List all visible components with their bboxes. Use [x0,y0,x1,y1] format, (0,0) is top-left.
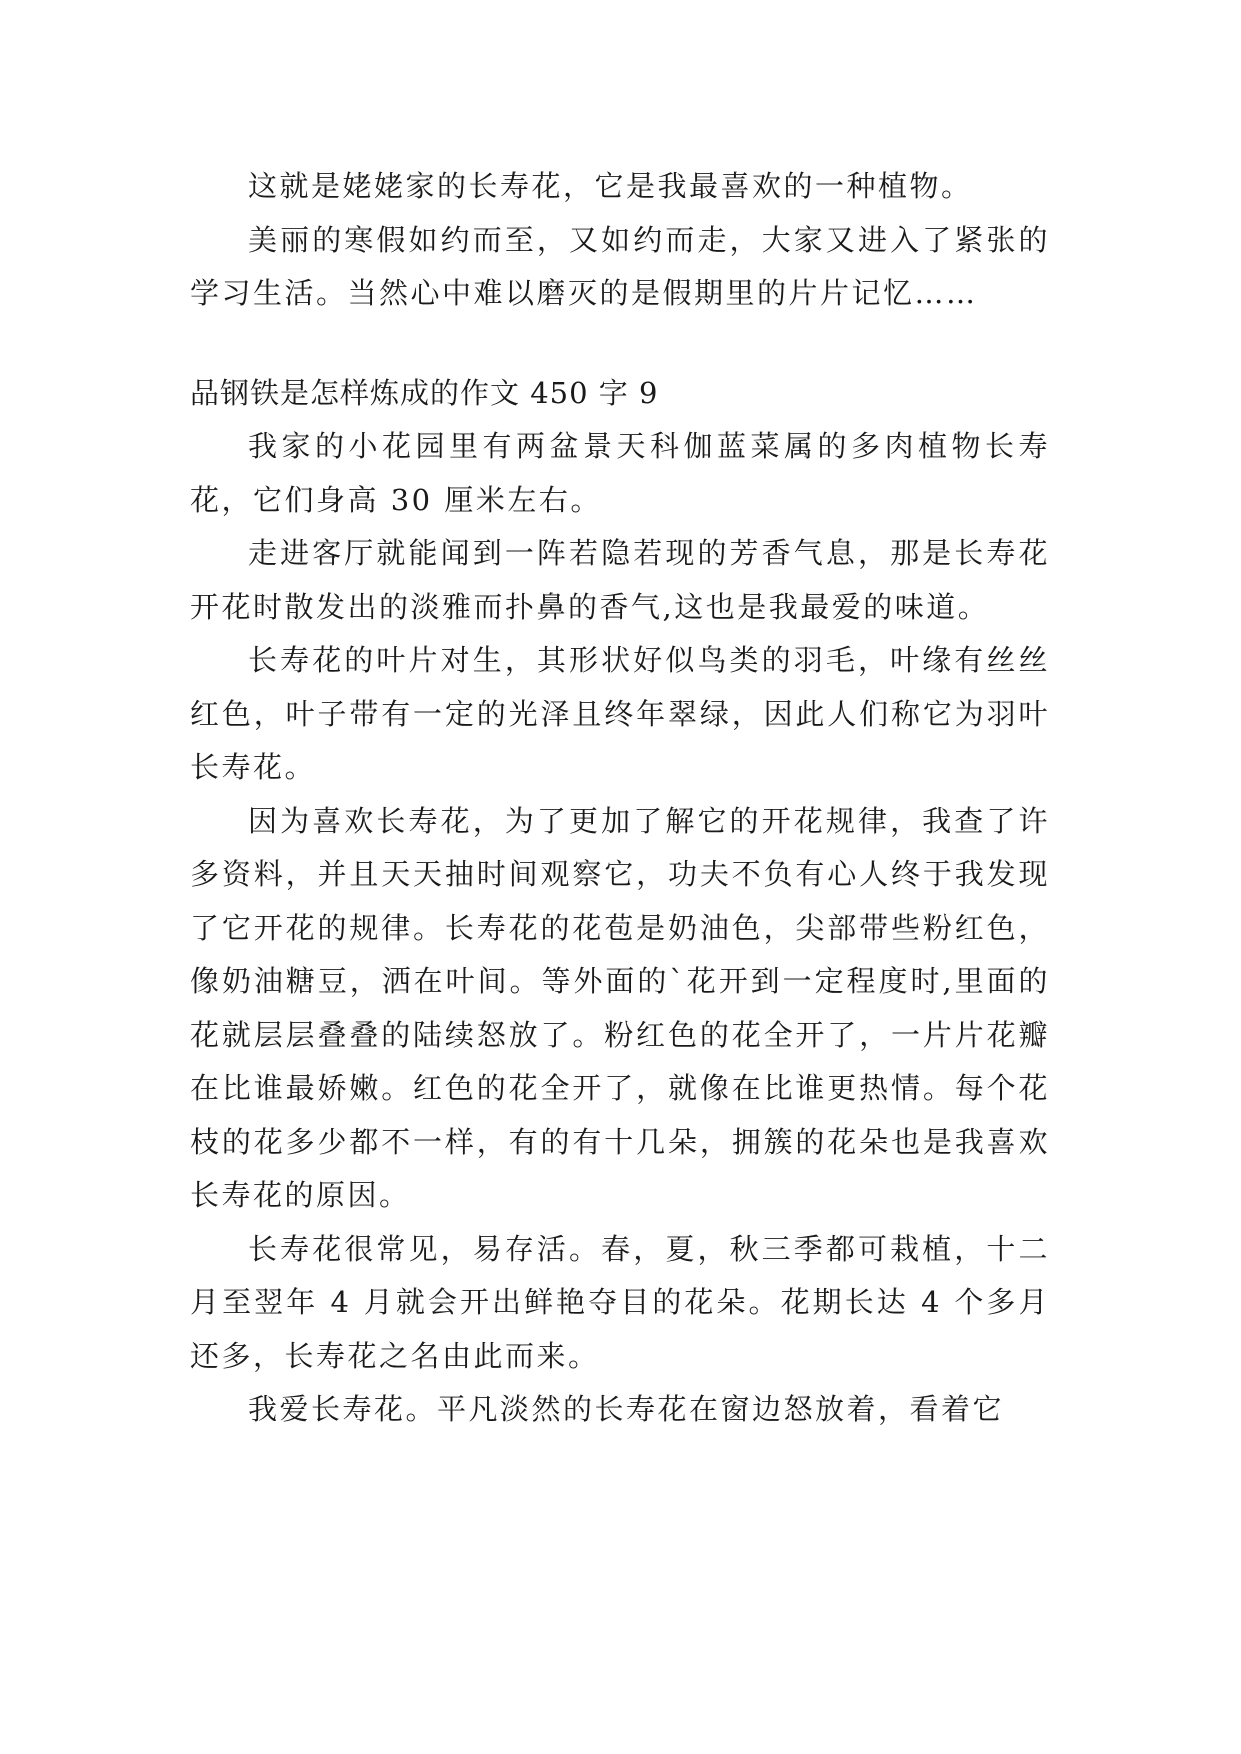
paragraph: 长寿花的叶片对生，其形状好似鸟类的羽毛，叶缘有丝丝红色，叶子带有一定的光泽且终年翠绿，因此人们称它为羽叶长寿花。 [190,643,1050,784]
paragraph: 我爱长寿花。平凡淡然的长寿花在窗边怒放着，看着它 [248,1392,1005,1426]
paragraph: 长寿花很常见，易存活。春，夏，秋三季都可栽植，十二月至翌年 4 月就会开出鲜艳夺目的花朵。花期长达 4 个多月还多，长寿花之名由此而来。 [190,1231,1050,1373]
paragraph: 美丽的寒假如约而至，又如约而走，大家又进入了紧张的学习生活。当然心中难以磨灭的是假期里的片片记忆…… [190,222,1050,310]
paragraph: 走进客厅就能闻到一阵若隐若现的芳香气息，那是长寿花开花时散发出的淡雅而扑鼻的香气,这也是我最爱的味道。 [190,536,1050,624]
document-body [190,160,1050,1437]
paragraph: 我家的小花园里有两盆景天科伽蓝菜属的多肉植物长寿花，它们身高 30 厘米左右。 [190,429,1050,517]
paragraph: 这就是姥姥家的长寿花，它是我最喜欢的一种植物。 [248,169,973,203]
section-title: 品钢铁是怎样炼成的作文 450 字 9 [190,375,659,410]
paragraph: 因为喜欢长寿花，为了更加了解它的开花规律，我查了许多资料，并且天天抽时间观察它，功夫不负有心人终于我发现了它开花的规律。长寿花的花苞是奶油色，尖部带些粉红色，像奶油糖豆，洒在叶间。等外面的`花开到一定程度时,里面的花就层层叠叠的陆续怒放了。粉红色的花全开了，一片片花瓣在比谁最娇嫩。红色的花全开了，就像在比谁更热情。每个花枝的花多少都不一样，有的有十几朵，拥簇的花朵也是我喜欢长寿花的原因。 [190,803,1050,1212]
